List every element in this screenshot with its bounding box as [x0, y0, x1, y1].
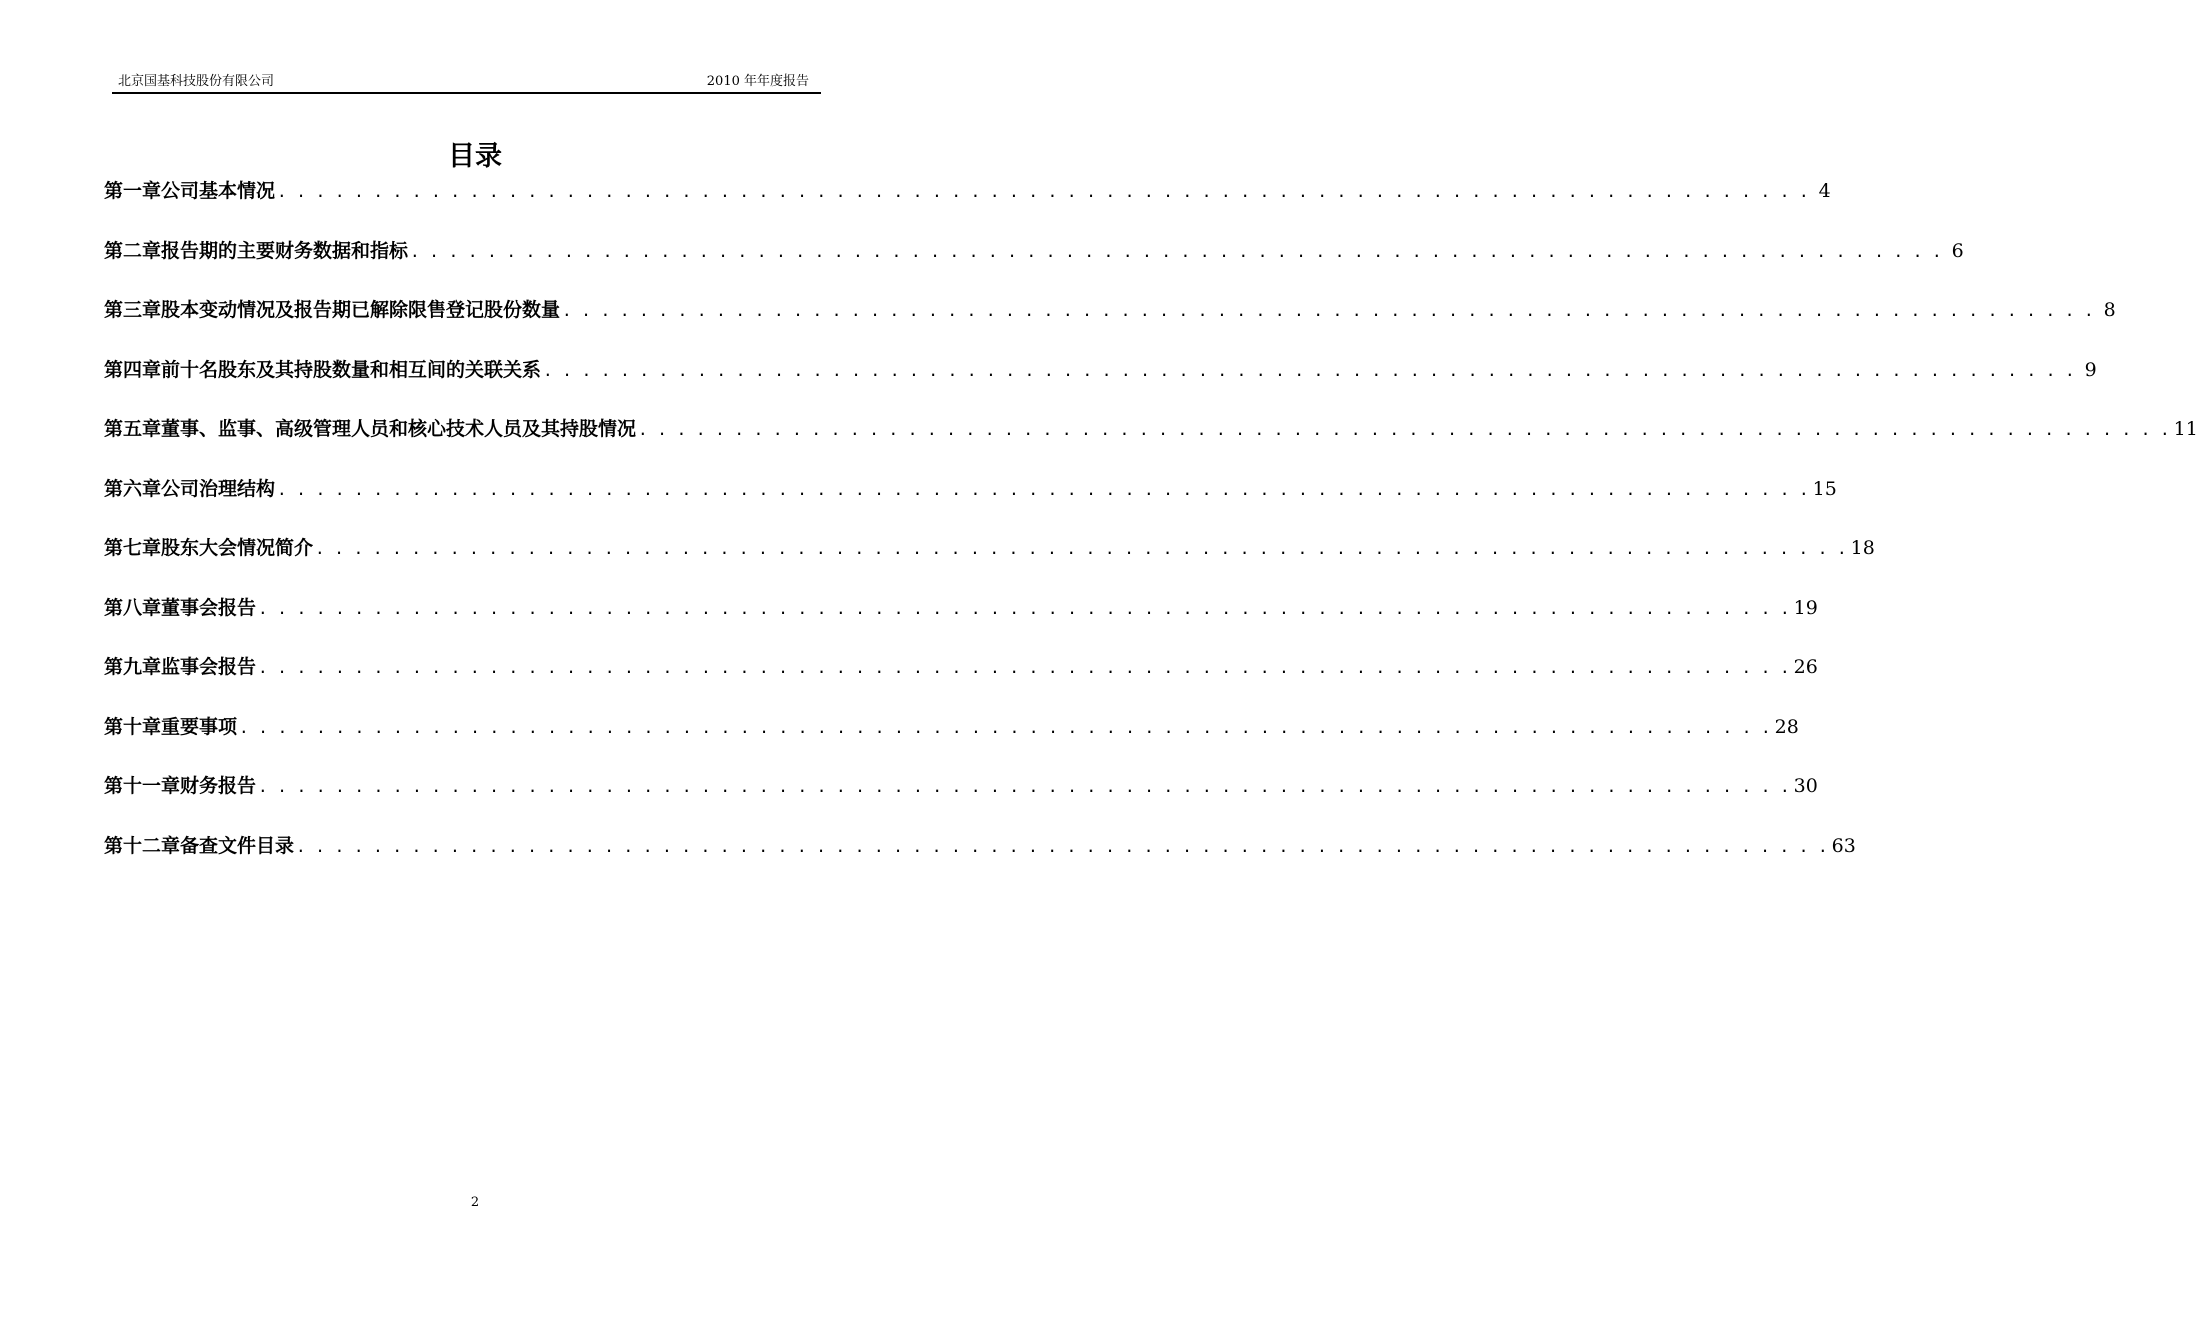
toc-leader: [277, 480, 1809, 499]
toc-page-number: 8: [2103, 299, 2116, 321]
toc-entry-2[interactable]: [104, 236, 1964, 296]
page-header: [112, 64, 821, 94]
toc-leader: [258, 658, 1790, 677]
toc-page-number: 9: [2084, 358, 2097, 381]
toc-chapter: 第十一章: [104, 775, 181, 797]
toc-leader: [410, 242, 1942, 261]
toc-entry-title: 董事会报告: [161, 596, 257, 619]
toc-leader: [258, 777, 1790, 796]
toc-page-number: 11: [2173, 418, 2198, 440]
toc-entry-title: 备查文件目录: [180, 834, 295, 857]
toc-page-number: 26: [1793, 656, 1818, 678]
toc-entry-title: 董事、监事、高级管理人员和核心技术人员及其持股情况: [161, 418, 637, 440]
toc-page-number: 19: [1793, 596, 1818, 619]
toc-entry-5[interactable]: [104, 414, 2198, 474]
report-title: 2010 年年度报告: [706, 74, 809, 89]
toc-leader: [315, 539, 1847, 558]
toc-entry-title: 财务报告: [180, 775, 257, 797]
toc-entry-12[interactable]: [104, 831, 1856, 891]
toc-page-number: 63: [1831, 834, 1856, 857]
toc-chapter: 第四章: [104, 358, 162, 381]
toc-leader: [296, 837, 1828, 856]
toc-entry-6[interactable]: [104, 474, 1837, 534]
toc-chapter: 第七章: [104, 537, 162, 559]
toc-chapter: 第一章: [104, 180, 162, 202]
toc-leader: [543, 361, 2075, 380]
toc-entry-1[interactable]: [104, 176, 1831, 236]
toc-page-number: 6: [1951, 239, 1964, 262]
toc-entry-10[interactable]: [104, 712, 1799, 772]
toc-chapter: 第五章: [104, 418, 162, 440]
toc-page-number: 30: [1793, 775, 1818, 797]
toc-entry-4[interactable]: [104, 355, 2097, 415]
toc-page-number: 4: [1818, 180, 1831, 202]
toc-entry-3[interactable]: [104, 295, 2116, 355]
toc-chapter: 第九章: [104, 656, 162, 678]
toc-title: 目录: [448, 141, 502, 172]
company-name: 北京国基科技股份有限公司: [118, 74, 275, 89]
table-of-contents: [104, 176, 2198, 890]
toc-page-number: 28: [1774, 715, 1799, 738]
toc-page-number: 18: [1850, 537, 1875, 559]
toc-entry-title: 监事会报告: [161, 656, 257, 678]
toc-leader: [258, 599, 1790, 618]
toc-entry-11[interactable]: [104, 771, 1818, 831]
toc-leader: [638, 420, 2170, 439]
toc-leader: [277, 182, 1809, 201]
toc-entry-9[interactable]: [104, 652, 1818, 712]
toc-chapter: 第八章: [104, 596, 162, 619]
toc-entry-title: 股本变动情况及报告期已解除限售登记股份数量: [161, 299, 561, 321]
toc-entry-title: 公司基本情况: [161, 180, 276, 202]
toc-leader: [562, 301, 2094, 320]
toc-chapter: 第六章: [104, 477, 162, 500]
toc-entry-8[interactable]: [104, 593, 1818, 653]
toc-entry-title: 报告期的主要财务数据和指标: [161, 239, 409, 262]
page-number: 2: [470, 1195, 480, 1210]
toc-chapter: 第十章: [104, 715, 162, 738]
toc-chapter: 第二章: [104, 239, 162, 262]
toc-chapter: 第十二章: [104, 834, 181, 857]
toc-entry-7[interactable]: [104, 533, 1875, 593]
toc-page-number: 15: [1812, 477, 1837, 500]
toc-entry-title: 股东大会情况简介: [161, 537, 314, 559]
toc-entry-title: 重要事项: [161, 715, 238, 738]
toc-entry-title: 前十名股东及其持股数量和相互间的关联关系: [161, 358, 542, 381]
toc-chapter: 第三章: [104, 299, 162, 321]
toc-leader: [239, 718, 1771, 737]
toc-entry-title: 公司治理结构: [161, 477, 276, 500]
